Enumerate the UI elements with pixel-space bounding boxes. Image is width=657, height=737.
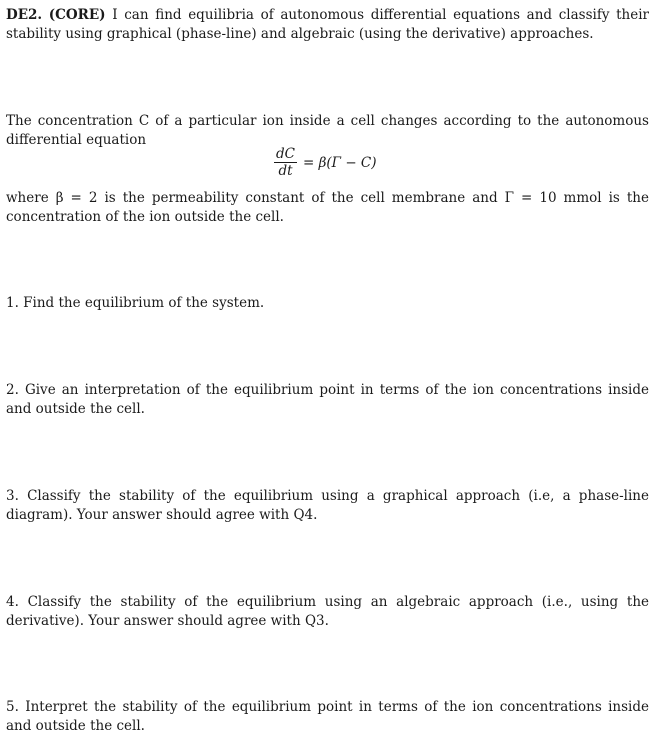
differential-equation	[274, 146, 377, 179]
fraction-denominator: dt	[278, 163, 293, 179]
question-3: 3. Classify the stability of the equilibrium using a graphical approach (i.e, a phase-line diagram). Your answer should agree with Q4.	[6, 488, 649, 523]
question-5: 5. Interpret the stability of the equilibrium point in terms of the ion concentrations inside and outside the cell.	[6, 699, 649, 734]
learning-objective	[6, 6, 649, 44]
question-1: 1. Find the equilibrium of the system.	[6, 295, 265, 311]
objective-statement: I can find equilibria of autonomous differential equations and classify their stability using graphical (phase-line) and algebraic (using the derivative) approaches.	[6, 7, 649, 42]
derivative-fraction	[274, 146, 297, 179]
intro-paragraph: The concentration C of a particular ion inside a cell changes according to the autonomous differential equation	[6, 113, 649, 148]
objective-code: DE2.	[6, 7, 43, 23]
objective-tag: (CORE)	[48, 7, 106, 23]
parameter-definition: where β = 2 is the permeability constant of the cell membrane and Γ = 10 mmol is the concentration of the ion outside the cell.	[6, 190, 649, 225]
question-2: 2. Give an interpretation of the equilibrium point in terms of the ion concentrations inside and outside the cell.	[6, 382, 649, 417]
equation-rhs: = β(Γ − C)	[302, 154, 377, 171]
fraction-numerator: dC	[276, 146, 295, 162]
question-4: 4. Classify the stability of the equilibrium using an algebraic approach (i.e., using the derivative). Your answer should agree with Q3.	[6, 594, 649, 629]
